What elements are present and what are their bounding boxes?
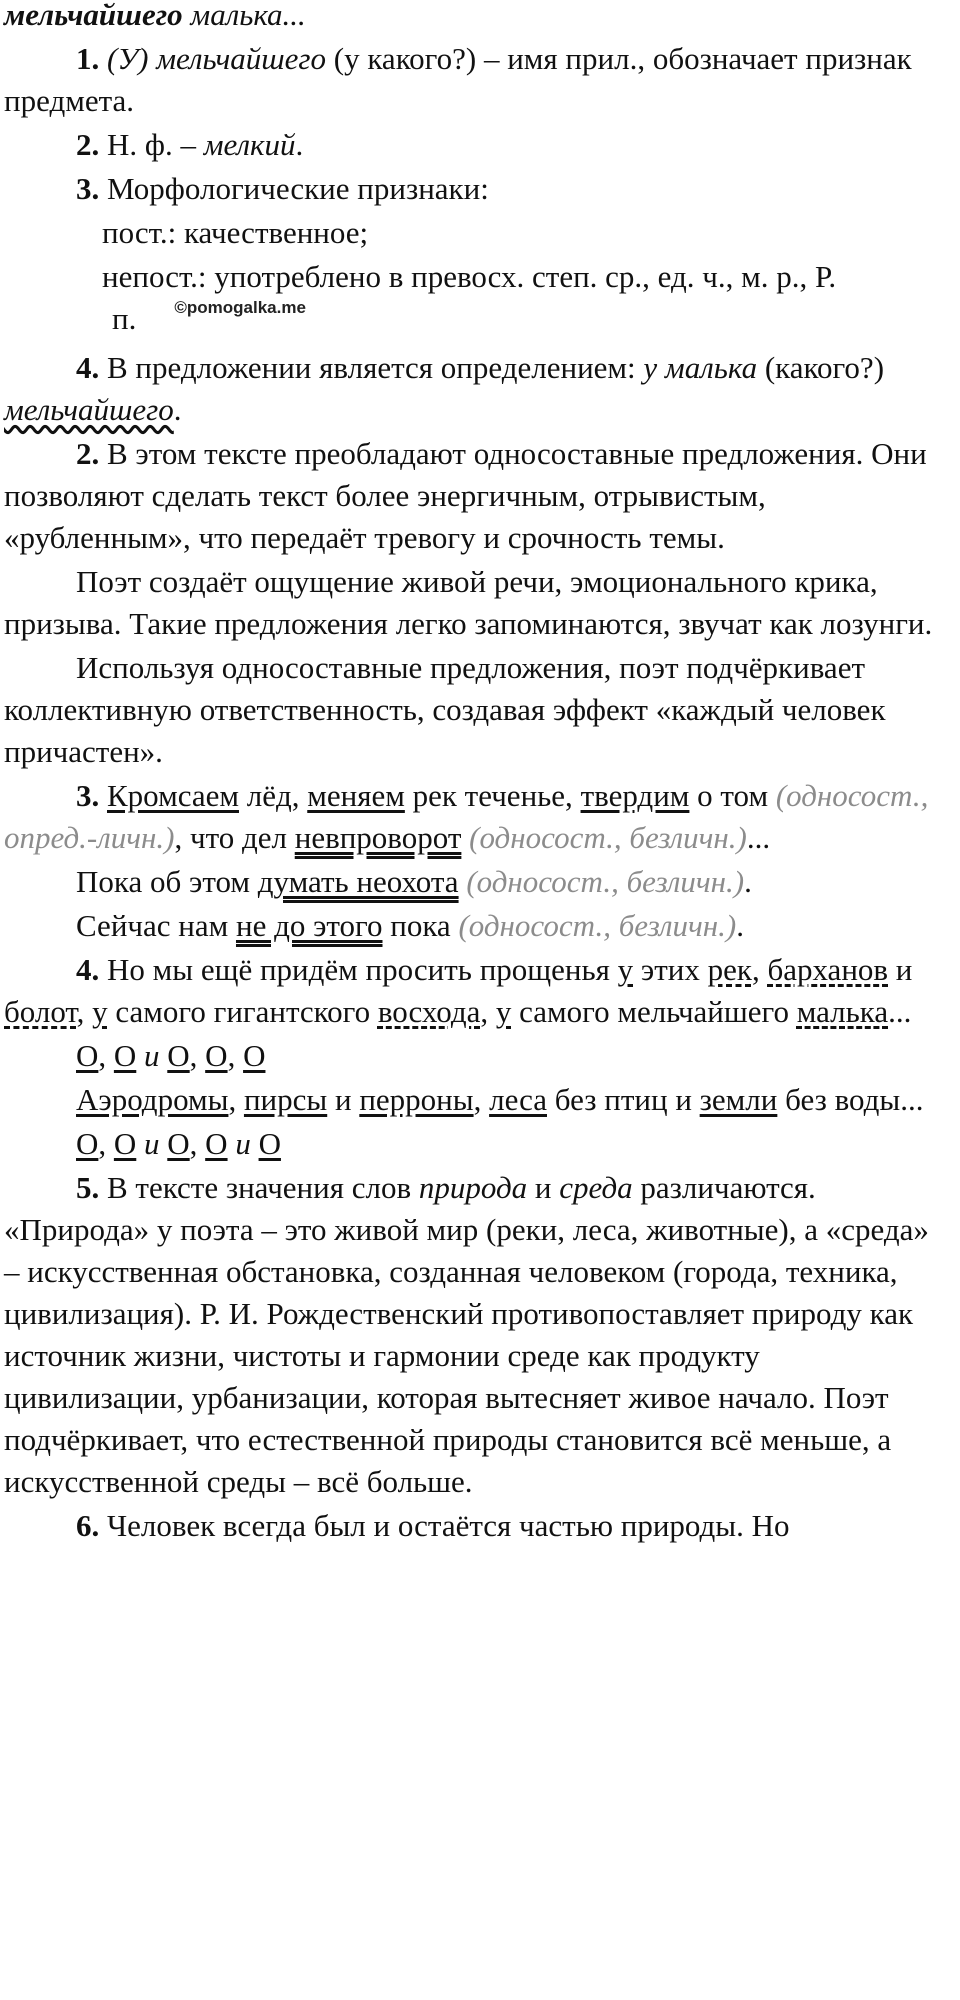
answer-4: 4. Но мы ещё придём просить прощенья у этих рек, барханов и болот, у самого гигантского восхода, у самого мельчайшего малька... [4, 952, 913, 1029]
item-number: 4. [76, 952, 100, 987]
answer-2-para-3: Используя односоставные предложения, поэт подчёркивает коллективную ответственность, создавая эффект «каждый человек причастен». [4, 650, 886, 769]
item-number: 4. [76, 350, 100, 385]
item-1-4: 4. В предложении является определением: у малька (какого?) мельчайшего. [4, 350, 885, 427]
answer-2-para-2: Поэт создаёт ощущение живой речи, эмоционального крика, призыва. Такие предложения легко запоминаются, звучат как лозунги. [4, 564, 933, 641]
item-1-1: 1. (У) мельчайшего (у какого?) – имя прил., обозначает признак предмета. [4, 41, 912, 118]
watermark: ©pomogalka.me [174, 298, 306, 317]
answer-5: 5. В тексте значения слов природа и среда различаются. «Природа» у поэта – это живой мир (реки, леса, животные), а «среда» – искусственная обстановка, созданная человеком (города, техника, цивилизация). Р. И. Рождественский противопоставляет природу как источник жизни, чистоты и гармонии среде как продукту цивилизации, урбанизации, которая вытесняет живое начало. Поэт подчёркивает, что естественной природы становится всё меньше, а искусственной среды – всё больше. [4, 1170, 929, 1499]
document-page [4, 0, 944, 1549]
scheme-2: О, О и О, О и О [76, 1126, 281, 1161]
item-number: 3. [76, 171, 100, 206]
answer-3: 3. Кромсаем лёд, меняем рек теченье, твердим о том (односост., опред.-личн.), что дел невпроворот (односост., безличн.)... [4, 778, 929, 855]
answer-6: 6. Человек всегда был и остаётся частью природы. Но [76, 1508, 790, 1543]
answer-4-line-2: Аэродромы, пирсы и перроны, леса без птиц и земли без воды... [76, 1082, 924, 1117]
attribute-word: мельчайшего [4, 392, 174, 427]
item-number: 5. [76, 1170, 100, 1205]
answer-3-line-3: Сейчас нам не до этого пока (односост., безличн.). [76, 908, 744, 943]
item-number: 3. [76, 778, 100, 813]
item-1-3: 3. Морфологические признаки: [76, 171, 489, 206]
predicate: твердим [580, 778, 690, 813]
answer-3-line-2: Пока об этом думать неохота (односост., безличн.). [76, 864, 752, 899]
item-number: 1. [76, 41, 100, 76]
header-rest: малька... [182, 0, 306, 32]
item-number: 2. [76, 436, 100, 471]
answer-2: 2. В этом тексте преобладают односоставные предложения. Они позволяют сделать текст более энергичным, отрывистым, «рубленным», что передаёт тревогу и срочность темы. [4, 436, 927, 555]
item-1-2: 2. Н. ф. – мелкий. [76, 127, 304, 162]
grammar-note: (односост., безличн.) [466, 864, 745, 899]
item-number: 2. [76, 127, 100, 162]
grammar-note: (односост., безличн.) [458, 908, 737, 943]
nonpermanent-features: непост.: употреблено в превосх. степ. ср., ед. ч., м. р., Р. п. $^{©pomogalka.me}$ [102, 259, 837, 336]
predicate: думать неохота [257, 864, 459, 899]
predicate: меняем [307, 778, 405, 813]
header-line [4, 0, 944, 36]
scheme-1: О, О и О, О, О [76, 1038, 266, 1073]
permanent-features: пост.: качественное; [102, 215, 369, 250]
grammar-note: (односост., безличн.) [469, 820, 747, 855]
predicate: невпроворот [294, 820, 462, 855]
header-word: мельчайшего [4, 0, 183, 32]
predicate: Кромсаем [107, 778, 239, 813]
grammar-note: (односост., опред.-личн.) [4, 778, 929, 855]
item-number: 6. [76, 1508, 100, 1543]
predicate: не до этого [235, 908, 383, 943]
